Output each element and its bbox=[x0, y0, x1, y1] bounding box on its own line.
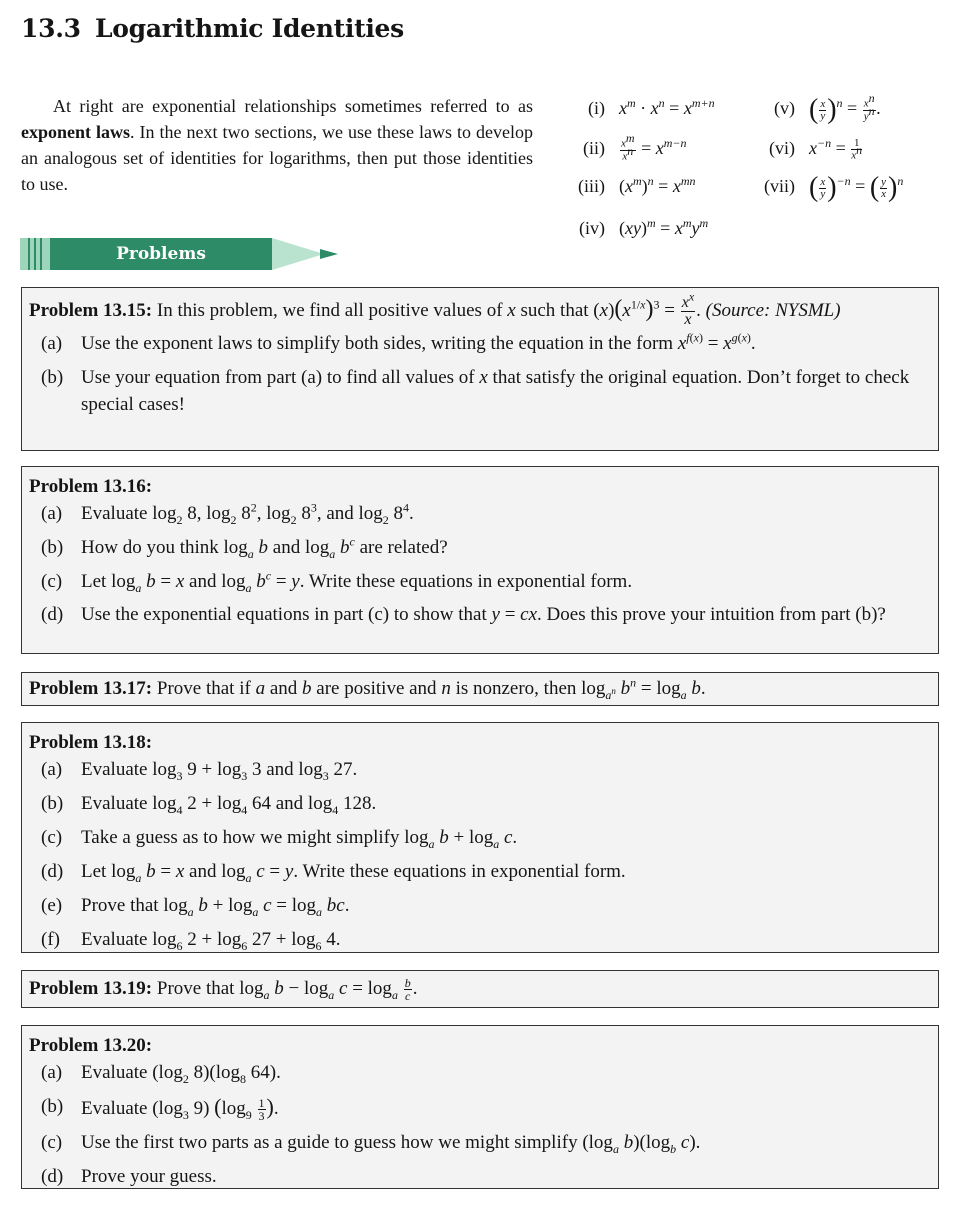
problem-part: (d) Let $\log_a b = x$ and $\log_a c = y$. Write these equations in exponential form. bbox=[41, 861, 626, 885]
problem-part: (b) Evaluate $\log_4 2 + \log_4 64$ and $\log_4 128$. bbox=[41, 793, 377, 817]
problem-heading: Problem 13.19: bbox=[29, 978, 153, 999]
problem-part: (a) Evaluate $\log_3 9 + \log_3 3$ and $\log_3 27$. bbox=[41, 759, 358, 783]
exponent-laws-list bbox=[565, 92, 955, 252]
problem-heading: Problem 13.18: bbox=[29, 732, 153, 753]
problem-part: (b) How do you think $\log_a b$ and $\log_a b^c$ are related? bbox=[41, 534, 448, 561]
banner-tip bbox=[272, 238, 324, 270]
problem-source: (Source: NYSML) bbox=[705, 300, 841, 321]
section-title bbox=[21, 14, 404, 43]
problem-part: (c) Let $\log_a b = x$ and $\log_a b^c = y$. Write these equations in exponential form. bbox=[41, 568, 633, 595]
problem-part: (a) Evaluate $\log_2 8$, $\log_2 8^2$, $\log_2 8^3$, and $\log_2 8^4$. bbox=[41, 500, 414, 527]
law-vi: (vi) $x^{-n}$ = $\frac{1}{x^n}$ bbox=[769, 136, 863, 162]
problem-13-17: Problem 13.17: Prove that if a and b are positive and n is nonzero, then $\log_{a^n} b^n = \log_a b$. bbox=[21, 672, 939, 706]
problem-part: (d) Prove your guess. bbox=[41, 1166, 217, 1188]
banner-label: Problems bbox=[116, 244, 206, 264]
problem-part: (e) Prove that $\log_a b + \log_a c = \log_a$ bc. bbox=[41, 895, 350, 919]
law-ii: (ii) $\frac{x^m}{x^n}$ = $x^{m-n}$ bbox=[583, 131, 687, 163]
intro-paragraph: At right are exponential relationships sometimes referred to as exponent laws. In the next two sections, we use these laws to develop an analogous set of identities for logarithms, then put those identities to use. bbox=[21, 96, 534, 194]
problem-13-16 bbox=[21, 466, 939, 654]
law-iii: (iii) $(x^m)^n = x^{mn}$ bbox=[578, 174, 696, 196]
problem-13-18 bbox=[21, 722, 939, 953]
problem-part: (a) Evaluate ($\log_2$ $8)(\log_8$ 64). bbox=[41, 1062, 281, 1086]
section-number: 13.3 bbox=[21, 14, 81, 43]
problem-13-20 bbox=[21, 1025, 939, 1189]
problem-heading: Problem 13.17: bbox=[29, 678, 153, 699]
problem-heading: Problem 13.16: bbox=[29, 476, 153, 497]
pencil-point-icon bbox=[320, 249, 338, 259]
problem-part: (c) Take a guess as to how we might simplify $\log_a b + \log_a c$. bbox=[41, 827, 518, 851]
problem-heading: Problem 13.15: bbox=[29, 300, 153, 321]
problem-part: (c) Use the first two parts as a guide to guess how we might simplify ($\log_a$ $b)(\log_b$ c). bbox=[41, 1132, 701, 1156]
law-i: (i) $x^m \cdot x^n = x^{m+n}$ bbox=[588, 96, 715, 118]
problem-heading: Problem 13.20: bbox=[29, 1035, 153, 1056]
problem-part: (d) Use the exponential equations in part (c) to show that y = cx. Does this prove your intuition from part (b)? bbox=[41, 604, 886, 625]
law-vii: (vii) ( $\frac{x}{y}$ )$^{-n}$ = ( $\frac{y}{x}$ )$^n$ bbox=[764, 172, 904, 203]
problem-part: (b) Evaluate ($\log_3$ 9) ($\log_9$ $\frac{1}{3}$ ). bbox=[41, 1094, 279, 1124]
section-heading: Logarithmic Identities bbox=[95, 14, 404, 43]
problem-part: (f) Evaluate $\log_6 2 + \log_6 27 + \log_6 4$. bbox=[41, 929, 341, 953]
problem-part: (a) Use the exponent laws to simplify both sides, writing the equation in the form $x^{f(x)} = x^{g(x)}$. bbox=[41, 330, 756, 355]
bold-term: exponent laws bbox=[21, 122, 131, 142]
problem-13-15: Problem 13.15: In this problem, we find all positive values of x such that $(x)(x^{1/x})^3$ = $\frac{x^x}{x}$ . (Source: NYSML) (a) Use the exponent laws to simplify both sides, writing the equation in the form $x^{f(x)} = x^{g(x)}$. (b) Use your equation from part (a) to find all values of x that satisfy the original equation. Don’t forget to check special cases! bbox=[21, 287, 939, 451]
banner-cap bbox=[20, 238, 50, 270]
problem-part: (b) Use your equation from part (a) to find all values of x that satisfy the original equation. Don’t forget to check special cases! bbox=[41, 367, 910, 416]
problems-banner bbox=[20, 238, 325, 270]
law-v: (v) ( $\frac{x}{y}$ )$^n$ = $\frac{x^n}{y^n}$ . bbox=[774, 90, 882, 125]
problem-13-19: Problem 13.19: Prove that $\log_a b - \log_a c = \log_a$ $\frac{b}{c}$ . bbox=[21, 970, 939, 1008]
law-iv: (iv) $(xy)^m = x^my^m$ bbox=[579, 216, 709, 238]
